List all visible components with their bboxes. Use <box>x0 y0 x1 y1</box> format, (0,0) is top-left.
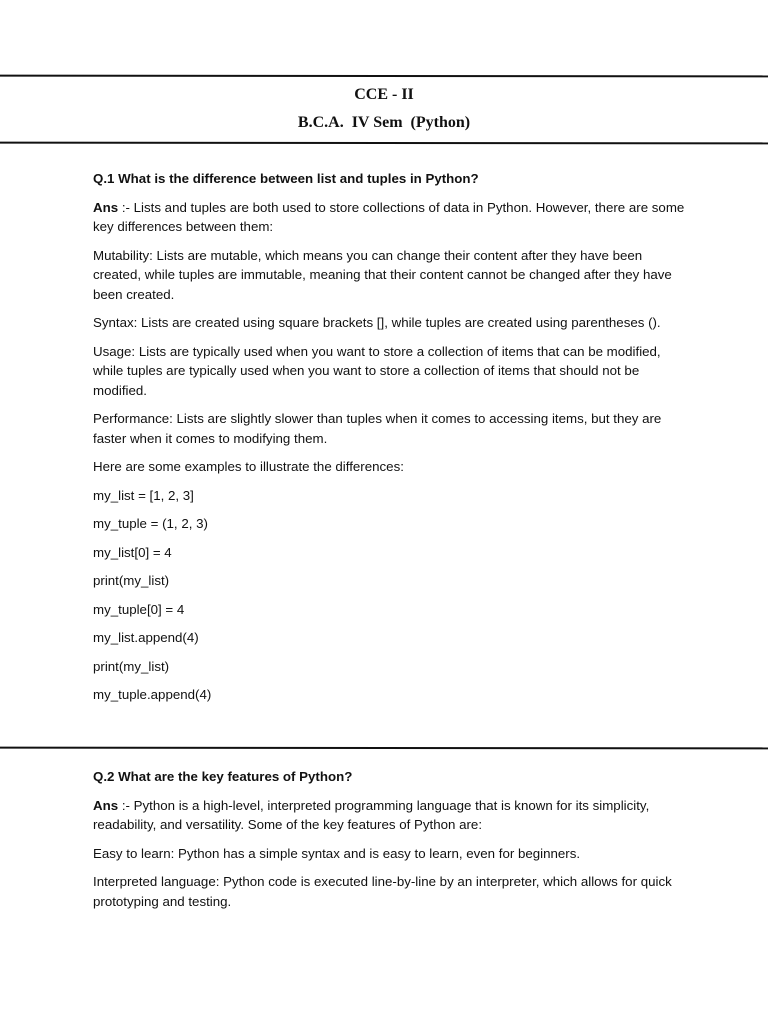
code-line: my_list[0] = 4 <box>93 544 172 560</box>
code-line: my_list.append(4) <box>93 630 199 645</box>
answer-label: Ans <box>93 797 119 813</box>
answer-intro-text: :- Python is a high-level, interpreted programming language that is known for its simplicity, readability, and versatility. Some of the key features of Python are: <box>93 797 650 832</box>
paragraph-performance: Performance: Lists are slightly slower than tuples when it comes to accessing items, but they are faster when it comes to modifying them. <box>93 411 662 446</box>
question-1-title: Q.1 What is the difference between list and tuples in Python? <box>93 171 479 186</box>
question-1-block <box>93 169 693 705</box>
header-line-1: CCE - II <box>354 86 414 103</box>
code-line: my_tuple[0] = 4 <box>93 601 185 617</box>
question-2-title: Q.2 What are the key features of Python? <box>93 769 353 784</box>
question-1-answer-intro <box>93 198 693 237</box>
paragraph-interpreted: Interpreted language: Python code is executed line-by-line by an interpreter, which allows for quick prototyping and testing. <box>93 874 672 909</box>
paragraph-examples-intro: Here are some examples to illustrate the differences: <box>93 459 404 474</box>
section-divider-rule <box>0 747 768 750</box>
question-2-answer-intro <box>93 796 693 835</box>
code-line: my_tuple = (1, 2, 3) <box>93 516 208 531</box>
top-rule <box>0 75 768 78</box>
header-bottom-rule <box>0 142 768 145</box>
header-line-2: B.C.A. IV Sem (Python) <box>297 114 471 131</box>
answer-intro-text: :- Lists and tuples are both used to store collections of data in Python. However, there are some key differences between them: <box>93 199 685 234</box>
code-line: print(my_list) <box>93 658 170 674</box>
code-line: print(my_list) <box>93 573 170 588</box>
question-2-block <box>93 767 693 911</box>
code-line: my_list = [1, 2, 3] <box>93 487 194 503</box>
paragraph-syntax: Syntax: Lists are created using square brackets [], while tuples are created using parentheses (). <box>93 315 661 330</box>
paragraph-usage: Usage: Lists are typically used when you want to store a collection of items that can be modified, while tuples are typically used when you want to store a collection of items that should not be modified. <box>93 343 661 398</box>
paragraph-mutability: Mutability: Lists are mutable, which means you can change their content after they have been created, while tuples are immutable, meaning that their content cannot be changed after they have been created. <box>93 247 672 302</box>
code-line: my_tuple.append(4) <box>93 687 212 702</box>
paragraph-easy-to-learn: Easy to learn: Python has a simple syntax and is easy to learn, even for beginners. <box>93 845 581 861</box>
answer-label: Ans <box>93 199 119 215</box>
